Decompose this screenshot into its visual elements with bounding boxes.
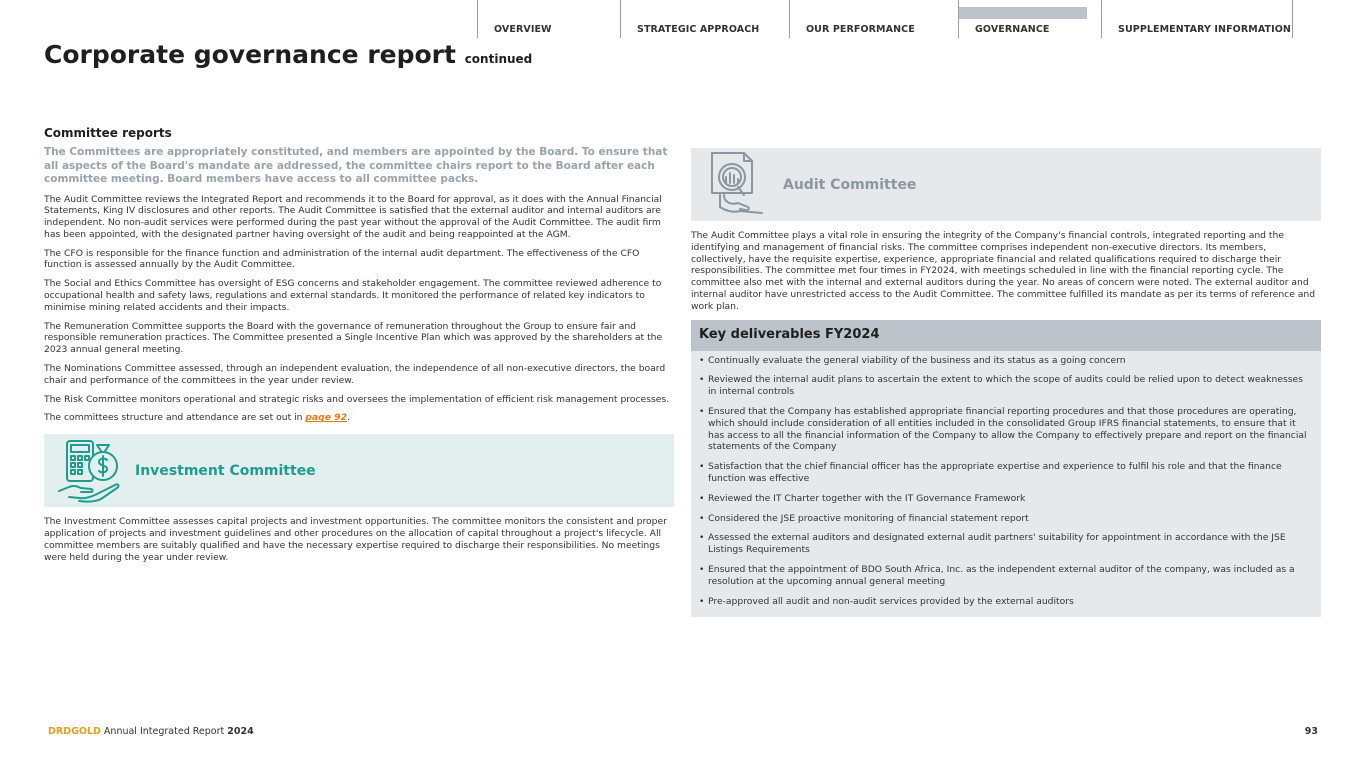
tab-label: SUPPLEMENTARY INFORMATION bbox=[1118, 24, 1291, 35]
page-title-suffix: continued bbox=[464, 52, 533, 66]
audit-committee-banner bbox=[691, 148, 1321, 221]
page-title-text: Corporate governance report bbox=[44, 40, 456, 69]
list-item: • Ensured that the Company has established appropriate financial reporting procedures and that those procedures are operating, which should include consideration of all entities included in the consolidated Group IFRS financial statements, to ensure that it has access to all the financial information of the Company to allow the Company to effectively prepare and report on the financial statements of the Company bbox=[699, 406, 1307, 453]
key-deliverables-title: Key deliverables FY2024 bbox=[691, 320, 1321, 351]
paragraph-structure bbox=[44, 412, 674, 424]
tab-strategic-approach[interactable] bbox=[620, 0, 789, 38]
paragraph-cfo: The CFO is responsible for the finance function and administration of the internal audit department. The effectiveness of the CFO function is assessed annually by the Audit Committee. bbox=[44, 247, 640, 271]
footer-report-name: Annual Integrated Report bbox=[100, 726, 228, 737]
active-tab-indicator bbox=[959, 7, 1087, 19]
investment-committee-title: Investment Committee bbox=[135, 462, 316, 479]
calculator-money-icon bbox=[44, 434, 135, 507]
tab-our-performance[interactable] bbox=[789, 0, 958, 38]
audit-document-magnifier-icon bbox=[691, 148, 783, 221]
intro-paragraph: The Committees are appropriately constituted, and members are appointed by the Board. To ensure that all aspects of the Board's mandate are addressed, the committee chairs report to the Board after each committee meeting. Board members have access to all committee packs. bbox=[44, 146, 668, 185]
tab-label: STRATEGIC APPROACH bbox=[637, 24, 760, 35]
page-title bbox=[44, 40, 532, 69]
audit-committee-text: The Audit Committee plays a vital role in ensuring the integrity of the Company's financial controls, integrated reporting and the identifying and management of financial risks. The committee comprises independent non-executive directors. Its members, collectively, have the requisite expertise, experience, appropriate financial and related qualifications required to discharge their responsibilities. The committee met four times in FY2024, with meetings scheduled in line with the financial reporting cycle. The committee also met with the internal and external auditors during the year. No areas of concern were noted. The external auditor and internal auditor have unrestricted access to the Audit Committee. The committee fulfilled its mandate as per its terms of reference and work plan. bbox=[691, 230, 1316, 312]
tab-label: GOVERNANCE bbox=[975, 24, 1050, 35]
structure-end: . bbox=[346, 412, 350, 424]
list-item: • Satisfaction that the chief financial officer has the appropriate expertise and experience to fulfil his role and that the finance function was effective bbox=[699, 461, 1307, 485]
tab-label: OUR PERFORMANCE bbox=[806, 24, 915, 35]
paragraph-audit-committee: The Audit Committee reviews the Integrated Report and recommends it to the Board for approval, as it does with the Annual Financial Statements, King IV disclosures and other reports. The Audit Committee is satisfied that the external auditor and internal auditors are independent. No non-audit services were performed during the past year without the approval of the Audit Committee. The audit firm has been appointed, with the designated partner having oversight of the audit and being reappointed at the AGM. bbox=[44, 193, 662, 240]
section-heading: Committee reports bbox=[44, 126, 172, 140]
tab-governance[interactable] bbox=[958, 0, 1101, 38]
top-nav bbox=[477, 0, 1293, 38]
page-number: 93 bbox=[1304, 726, 1318, 737]
investment-committee-text: The Investment Committee assesses capital projects and investment opportunities. The committee monitors the consistent and proper application of projects and investment guidelines and other procedures on the allocation of capital throughout a project's lifecycle. All committee members are suitably qualified and have the necessary expertise required to discharge their responsibilities. No meetings were held during the year under review. bbox=[44, 516, 667, 563]
list-item: • Continually evaluate the general viability of the business and its status as a going concern bbox=[699, 355, 1307, 367]
paragraph-remuneration: The Remuneration Committee supports the Board with the governance of remuneration throughout the Group to ensure fair and responsible remuneration practices. The Committee presented a Single Incentive Plan which was approved by the shareholders at the 2023 annual general meeting. bbox=[44, 320, 663, 356]
list-item: • Pre-approved all audit and non-audit services provided by the external auditors bbox=[699, 596, 1307, 608]
list-item: • Assessed the external auditors and designated external audit partners' suitability for appointment in accordance with the JSE Listings Requirements bbox=[699, 532, 1307, 556]
investment-committee-banner bbox=[44, 434, 674, 507]
tab-label: OVERVIEW bbox=[494, 24, 552, 35]
footer bbox=[48, 726, 254, 737]
list-item: • Considered the JSE proactive monitoring of financial statement report bbox=[699, 513, 1307, 525]
paragraph-social-ethics: The Social and Ethics Committee has oversight of ESG concerns and stakeholder engagement. The committee reviewed adherence to occupational health and safety laws, regulations and external standards. It monitored the performance of related key indicators to minimise mining related accidents and their impacts. bbox=[44, 278, 662, 313]
tab-supplementary-information[interactable] bbox=[1101, 0, 1293, 38]
page-92-link[interactable]: page 92 bbox=[305, 412, 347, 424]
paragraph-nominations: The Nominations Committee assessed, through an independent evaluation, the independence of all non-executive directors, the board chair and performance of the committees in the year under review. bbox=[44, 363, 666, 386]
list-item: • Reviewed the IT Charter together with the IT Governance Framework bbox=[699, 493, 1307, 505]
list-item: • Ensured that the appointment of BDO South Africa, Inc. as the independent external auditor of the company, was included as a resolution at the upcoming annual general meeting bbox=[699, 564, 1307, 588]
structure-text: The committees structure and attendance are set out in bbox=[44, 412, 306, 424]
list-item: • Reviewed the internal audit plans to ascertain the extent to which the scope of audits could be relied upon to detect weaknesses in internal controls bbox=[699, 374, 1307, 398]
right-column bbox=[691, 148, 1321, 617]
audit-committee-title: Audit Committee bbox=[783, 176, 917, 193]
key-deliverables-panel bbox=[691, 320, 1321, 618]
left-column bbox=[44, 126, 674, 570]
paragraph-risk: The Risk Committee monitors operational and strategic risks and oversees the implementation of efficient risk management processes. bbox=[44, 393, 670, 405]
tab-overview[interactable] bbox=[477, 0, 620, 38]
footer-year: 2024 bbox=[227, 726, 254, 737]
footer-brand: DRDGOLD bbox=[48, 726, 101, 737]
deliverables-list bbox=[691, 351, 1321, 608]
